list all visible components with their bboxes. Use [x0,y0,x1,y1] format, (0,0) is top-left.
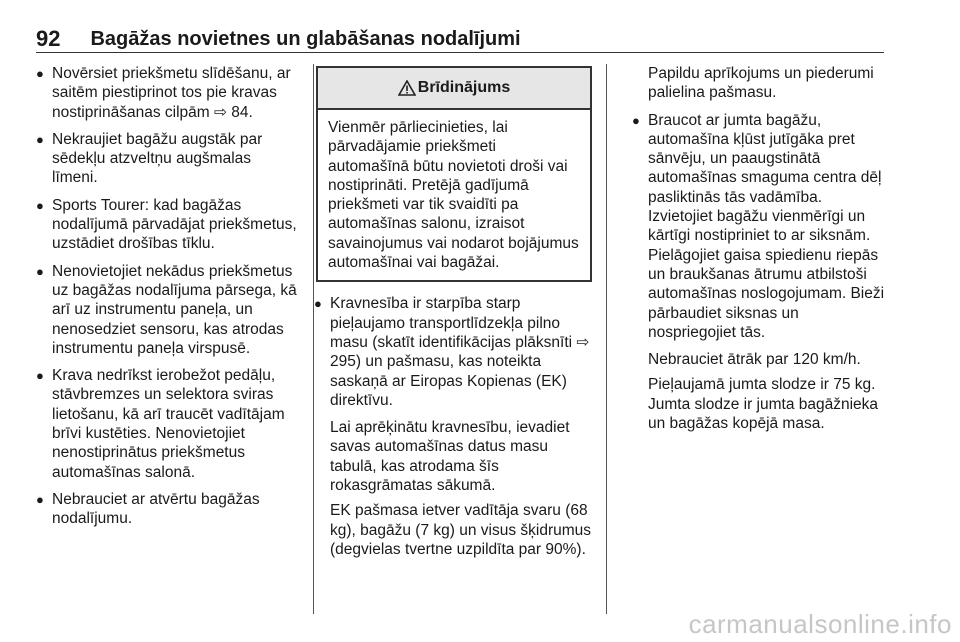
list-item-text: Krava nedrīkst ierobežot pedāļu, stāvbremzes un selektora sviras lietošanu, kā arī traucēt vadītājam brīvi kustēties. Nenovietojiet nenostiprinātus priekšmetus automašīnas salonā. [52,367,285,481]
bullet-icon: ● [36,131,44,147]
paragraph: Papildu aprīkojums un piederumi palielina pašmasu. [648,65,874,102]
column-right [632,64,890,439]
paragraph: Nebrauciet ātrāk par 120 km/h. [648,351,861,369]
bullet-icon: ● [36,263,44,279]
warning-text: Vienmēr pārliecinieties, lai pārvadājamie priekšmeti automašīnā būtu novietoti droši vai nostiprināti. Pretējā gadījumā priekšmeti var tik svaidīti pa automašīnas salonu, izraisot savainojumus vai nodarot bojājumus automašīnai vai bagāžai. [328,119,579,272]
page-title: Bagāžas novietnes un glabāšanas nodalījumi [90,28,521,50]
paragraph: Lai aprēķinātu kravnesību, ievadiet savas automašīnas datus masu tabulā, kas atrodama šīs rokasgrāmatas sākumā. [330,419,570,495]
list-item [314,294,594,410]
page-number: 92 [36,26,61,51]
list-item [36,366,298,482]
column-left [36,64,298,537]
page-header [36,28,884,53]
warning-header [318,68,590,110]
watermark: carmanualsonline.info [688,609,952,639]
warning-triangle-icon [398,80,416,96]
bullet-icon: ● [632,112,640,128]
list-item-text: Braucot ar jumta bagāžu, automašīna kļūst jutīgāka pret sānvēju, un paaugstinātā automašīnas smaguma centra dēļ pasliktinās tās vadāmība. Izvietojiet bagāžu vienmērīgi un kārtīgi nostipriniet to ar siksnām. Pielāgojiet gaisa spiedienu riepās un braukšanas ātrumu atbilstoši automašīnas noslogojumam. Bieži pārbaudiet siksnas un nospriegojiet tās. [648,111,885,341]
list-item-text: Kravnesība ir starpība starp pieļaujamo transportlīdzekļa pilno masu (skatīt identifikācijas plāksnīti ⇨ 295) un pašmasu, kas noteikta saskaņā ar Eiropas Kopienas (EK) direktīvu. [330,295,590,409]
list-item-text: Sports Tourer: kad bagāžas nodalījumā pārvadājat priekšmetus, uzstādiet drošības tīklu. [52,196,297,253]
bullet-icon: ● [36,491,44,507]
bullet-icon: ● [36,368,44,384]
column-divider [606,64,607,614]
list-item-text: Nenovietojiet nekādus priekšmetus uz bagāžas nodalījuma pārsega, kā arī uz instrumentu paneļa, un nenosedziet sensoru, kas atrodas instrumentu paneļa virspusē. [52,262,297,357]
bullet-icon: ● [36,66,44,81]
warning-title: Brīdinājums [417,79,511,97]
list-item [36,64,298,122]
list-item [36,196,298,254]
list-item-text: Nekraujiet bagāžu augstāk par sēdekļu atzveltņu augšmalas līmeni. [52,130,263,187]
paragraph: EK pašmasa ietver vadītāja svaru (68 kg), bagāžu (7 kg) un visus šķidrumus (degvielas tvertne uzpildīta par 90%). [330,502,592,558]
list-item [36,130,298,188]
list-item [632,111,890,343]
bullet-icon: ● [36,197,44,213]
list-item-text: Novērsiet priekšmetu slīdēšanu, ar saitēm piestiprinot tos pie kravas nostiprināšanas cilpām ⇨ 84. [52,65,291,121]
list-item [36,490,298,529]
column-middle [314,64,594,565]
list-item-text: Nebrauciet ar atvērtu bagāžas nodalījumu. [52,490,260,528]
bullet-icon: ● [314,296,322,312]
paragraph: Pieļaujamā jumta slodze ir 75 kg. Jumta slodze ir jumta bagāžnieka un bagāžas kopējā masa. [648,376,879,433]
list-item [36,262,298,358]
warning-box [316,66,592,282]
